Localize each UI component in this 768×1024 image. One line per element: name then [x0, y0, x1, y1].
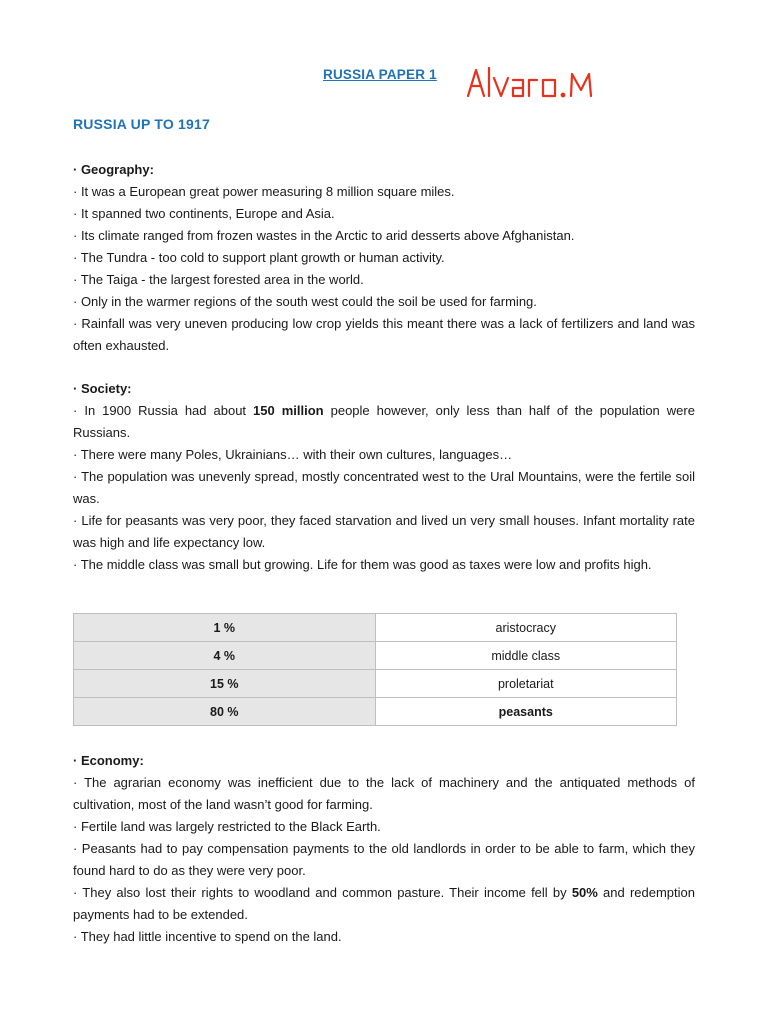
society-heading: · Society: [73, 381, 132, 396]
society-line-population [73, 400, 695, 444]
economy-line: · They had little incentive to spend on the land. [73, 929, 342, 944]
economy-heading: · Economy: [73, 753, 144, 768]
percent-cell: 1 % [74, 614, 376, 642]
economy-line-post: and redemption payments had to be extended. [73, 885, 695, 922]
society-line: · The population was unevenly spread, mostly concentrated west to the Ural Mountains, were the fertile soil was. [73, 469, 695, 506]
economy-line: · Peasants had to pay compensation payments to the old landlords in order to be able to farm, which they found hard to do as they were very poor. [73, 841, 695, 878]
section-title: RUSSIA UP TO 1917 [73, 116, 210, 132]
geography-line: · Only in the warmer regions of the south west could the soil be used for farming. [73, 294, 537, 309]
table-row [74, 642, 677, 670]
geography-line: · The Taiga - the largest forested area in the world. [73, 272, 364, 287]
class-cell: peasants [375, 698, 677, 726]
geography-line: · It was a European great power measuring 8 million square miles. [73, 184, 455, 199]
paper-title: RUSSIA PAPER 1 [323, 67, 437, 82]
economy-line-pre: · They also lost their rights to woodland and common pasture. Their income fell by [73, 885, 572, 900]
social-class-table [73, 613, 677, 726]
income-drop-figure: 50% [571, 885, 598, 900]
percent-cell: 80 % [74, 698, 376, 726]
society-line-post: people however, only less than half of the population were Russians. [73, 403, 695, 440]
geography-line: · Rainfall was very uneven producing low crop yields this meant there was a lack of fertilizers and land was often exhausted. [73, 316, 695, 353]
table-row [74, 614, 677, 642]
class-cell: aristocracy [375, 614, 677, 642]
class-cell: proletariat [375, 670, 677, 698]
geography-line: · It spanned two continents, Europe and Asia. [73, 206, 335, 221]
society-line-pre: · In 1900 Russia had about [73, 403, 254, 418]
table-row [74, 670, 677, 698]
paper-title-row [323, 66, 437, 84]
handwritten-signature [465, 62, 605, 104]
geography-heading: · Geography: [73, 162, 154, 177]
geography-line: · The Tundra - too cold to support plant growth or human activity. [73, 250, 445, 265]
society-line: · The middle class was small but growing. Life for them was good as taxes were low and profits high. [73, 557, 652, 572]
society-line: · There were many Poles, Ukrainians… with their own cultures, languages… [73, 447, 513, 462]
geography-line: · Its climate ranged from frozen wastes in the Arctic to arid desserts above Afghanistan. [73, 228, 575, 243]
economy-line: · The agrarian economy was inefficient due to the lack of machinery and the antiquated methods of cultivation, most of the land wasn’t good for farming. [73, 775, 695, 812]
table-row [74, 698, 677, 726]
percent-cell: 15 % [74, 670, 376, 698]
population-figure: 150 million [253, 403, 324, 418]
economy-line: · Fertile land was largely restricted to the Black Earth. [73, 819, 381, 834]
class-cell: middle class [375, 642, 677, 670]
society-line: · Life for peasants was very poor, they faced starvation and lived un very small houses. Infant mortality rate was high and life expectancy low. [73, 513, 695, 550]
percent-cell: 4 % [74, 642, 376, 670]
economy-line-income [73, 882, 695, 926]
